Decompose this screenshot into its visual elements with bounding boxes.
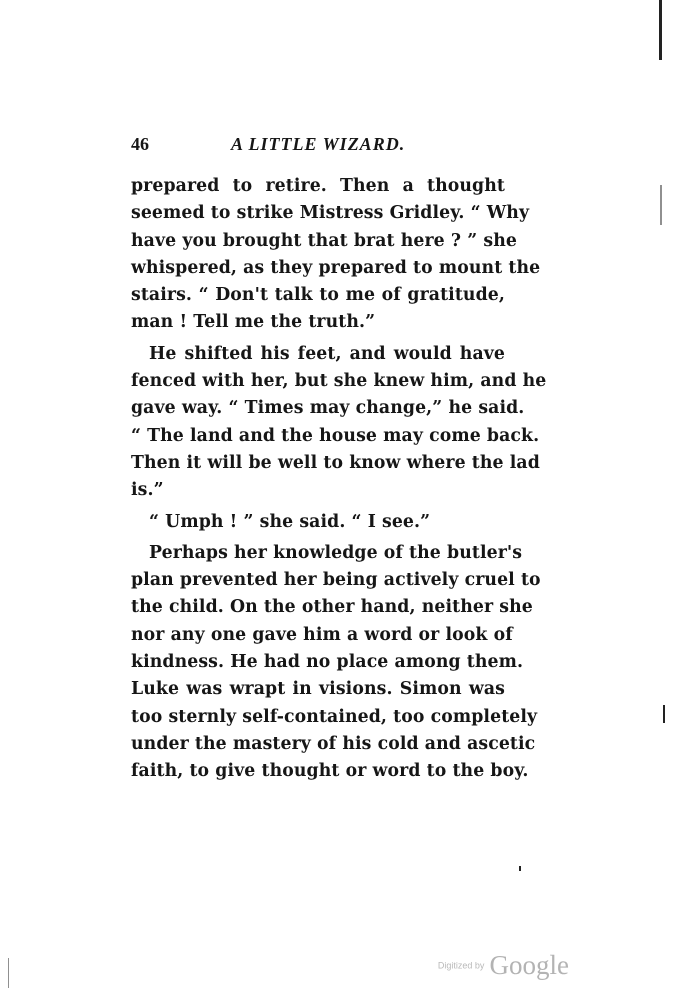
scan-edge-mark [663, 705, 665, 723]
text-line: Then it will be well to know where the lad [131, 452, 540, 473]
scan-edge-mark [519, 866, 521, 871]
page-number: 46 [131, 134, 149, 154]
text-line: Perhaps her knowledge of the butler's [149, 542, 523, 563]
text-line: seemed to strike Mistress Gridley. “ Why [131, 203, 530, 224]
text-line: He shifted his feet, and would have [149, 343, 505, 364]
digitized-watermark [438, 950, 569, 980]
running-head [131, 134, 503, 156]
text-line: “ Umph ! ” she said. “ I see.” [149, 511, 431, 532]
text-line: the child. On the other hand, neither she [131, 597, 533, 618]
text-line: plan prevented her being actively cruel to [131, 570, 541, 591]
text-line: “ The land and the house may come back. [131, 425, 540, 446]
scan-edge-mark [659, 0, 662, 60]
scan-edge-mark [660, 185, 662, 225]
text-line: faith, to give thought or word to the boy. [131, 761, 529, 782]
text-line: is.” [131, 480, 164, 501]
text-line: whispered, as they prepared to mount the [131, 257, 541, 278]
scan-edge-mark [8, 958, 9, 988]
text-line: nor any one gave him a word or look of [131, 624, 513, 645]
text-line: under the mastery of his cold and ascetic [131, 733, 536, 754]
running-title: A LITTLE WIZARD. [231, 134, 406, 154]
text-line: gave way. “ Times may change,” he said. [131, 398, 525, 419]
text-line: fenced with her, but she knew him, and he [131, 371, 547, 392]
text-line: stairs. “ Don't talk to me of gratitude, [131, 285, 505, 306]
text-line: have you brought that brat here ? ” she [131, 230, 517, 251]
google-logo: Google [489, 950, 569, 980]
watermark-prefix: Digitized by [437, 960, 485, 971]
text-line: man ! Tell me the truth.” [131, 312, 376, 333]
text-line: kindness. He had no place among them. [131, 652, 524, 673]
text-line: prepared to retire. Then a thought [131, 176, 505, 196]
body-text [131, 173, 547, 786]
text-line: Luke was wrapt in visions. Simon was [131, 679, 505, 700]
text-line: too sternly self-contained, too completely [131, 706, 538, 727]
